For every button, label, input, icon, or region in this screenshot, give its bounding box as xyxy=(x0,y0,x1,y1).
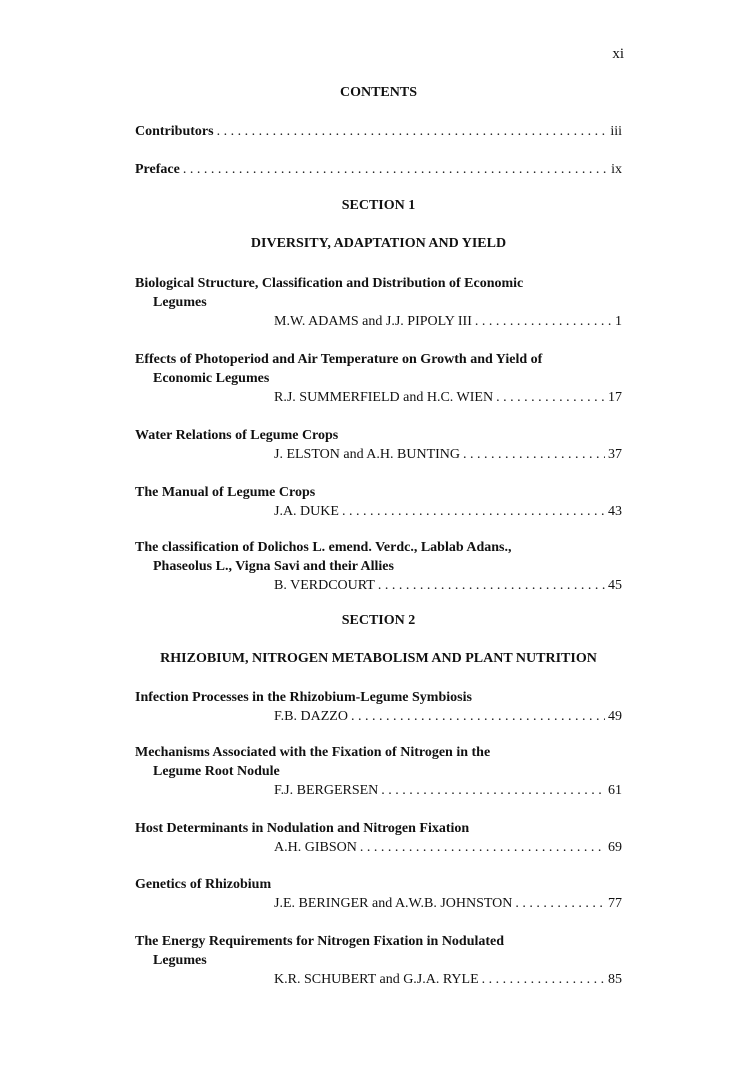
toc-entry[interactable] xyxy=(135,483,622,521)
toc-entry-authors: F.J. BERGERSEN xyxy=(274,783,379,798)
dot-leader xyxy=(381,781,605,800)
dot-leader xyxy=(183,160,608,179)
dot-leader xyxy=(475,312,612,331)
dot-leader xyxy=(515,894,605,913)
toc-entry[interactable] xyxy=(135,274,622,331)
dot-leader xyxy=(463,445,605,464)
toc-entry-page: 17 xyxy=(608,390,622,405)
toc-entry-page: 1 xyxy=(615,314,622,329)
toc-entry-page: 49 xyxy=(608,709,622,724)
contents-heading: CONTENTS xyxy=(339,85,418,100)
toc-entry-title: Mechanisms Associated with the Fixation of Nitrogen in the Legume Root Nodule xyxy=(135,745,491,779)
page-number: xi xyxy=(612,46,624,62)
toc-entry-page: 45 xyxy=(608,578,622,593)
toc-entry-authors: R.J. SUMMERFIELD and H.C. WIEN xyxy=(274,390,494,405)
toc-entry-title: Genetics of Rhizobium xyxy=(135,877,272,892)
toc-entry-page: 69 xyxy=(608,840,622,855)
toc-entry[interactable] xyxy=(135,819,622,857)
toc-entry[interactable] xyxy=(135,932,622,989)
toc-entry[interactable] xyxy=(135,426,622,464)
toc-entry-authors: K.R. SCHUBERT and G.J.A. RYLE xyxy=(274,972,479,987)
dot-leader xyxy=(217,122,608,141)
toc-entry-page: 85 xyxy=(608,972,622,987)
section-number: SECTION 1 xyxy=(341,198,416,213)
toc-entry[interactable] xyxy=(135,875,622,913)
toc-entry-authors: F.B. DAZZO xyxy=(274,709,348,724)
toc-entry[interactable] xyxy=(135,743,622,800)
toc-entry-page: iii xyxy=(610,124,622,139)
toc-entry[interactable] xyxy=(135,350,622,407)
toc-entry-title: Host Determinants in Nodulation and Nitrogen Fixation xyxy=(135,821,470,836)
toc-entry-authors: J.A. DUKE xyxy=(274,504,339,519)
toc-entry-contributors[interactable] xyxy=(135,122,622,141)
toc-entry-label: Contributors xyxy=(135,124,214,139)
toc-entry-page: 77 xyxy=(608,896,622,911)
toc-entry-title: Effects of Photoperiod and Air Temperature on Growth and Yield of Economic Legumes xyxy=(135,352,543,386)
toc-entry-page: 37 xyxy=(608,447,622,462)
toc-entry-authors: A.H. GIBSON xyxy=(274,840,357,855)
toc-entry-title: Biological Structure, Classification and Distribution of Economic Legumes xyxy=(135,276,524,310)
dot-leader xyxy=(360,838,605,857)
dot-leader xyxy=(351,707,605,726)
toc-entry-title: The Manual of Legume Crops xyxy=(135,485,316,500)
section-title: DIVERSITY, ADAPTATION AND YIELD xyxy=(250,236,507,251)
toc-entry[interactable] xyxy=(135,688,622,726)
section-number: SECTION 2 xyxy=(341,613,416,628)
toc-entry-title: The classification of Dolichos L. emend. Verdc., Lablab Adans., Phaseolus L., Vigna Savi and their Allies xyxy=(135,540,512,574)
toc-entry-authors: J. ELSTON and A.H. BUNTING xyxy=(274,447,461,462)
toc-entry-preface[interactable] xyxy=(135,160,622,179)
toc-entry-page: ix xyxy=(611,162,622,177)
toc-entry[interactable] xyxy=(135,538,622,595)
toc-entry-title: The Energy Requirements for Nitrogen Fixation in Nodulated Legumes xyxy=(135,934,505,968)
toc-entry-title: Infection Processes in the Rhizobium-Legume Symbiosis xyxy=(135,690,472,705)
toc-entry-title: Water Relations of Legume Crops xyxy=(135,428,339,443)
dot-leader xyxy=(496,388,605,407)
toc-entry-page: 43 xyxy=(608,504,622,519)
dot-leader xyxy=(342,502,605,521)
toc-entry-label: Preface xyxy=(135,162,180,177)
dot-leader xyxy=(482,970,605,989)
toc-entry-page: 61 xyxy=(608,783,622,798)
section-title: RHIZOBIUM, NITROGEN METABOLISM AND PLANT NUTRITION xyxy=(160,651,597,666)
toc-entry-authors: M.W. ADAMS and J.J. PIPOLY III xyxy=(274,314,472,329)
toc-entry-authors: B. VERDCOURT xyxy=(274,578,375,593)
dot-leader xyxy=(378,576,605,595)
toc-entry-authors: J.E. BERINGER and A.W.B. JOHNSTON xyxy=(274,896,513,911)
